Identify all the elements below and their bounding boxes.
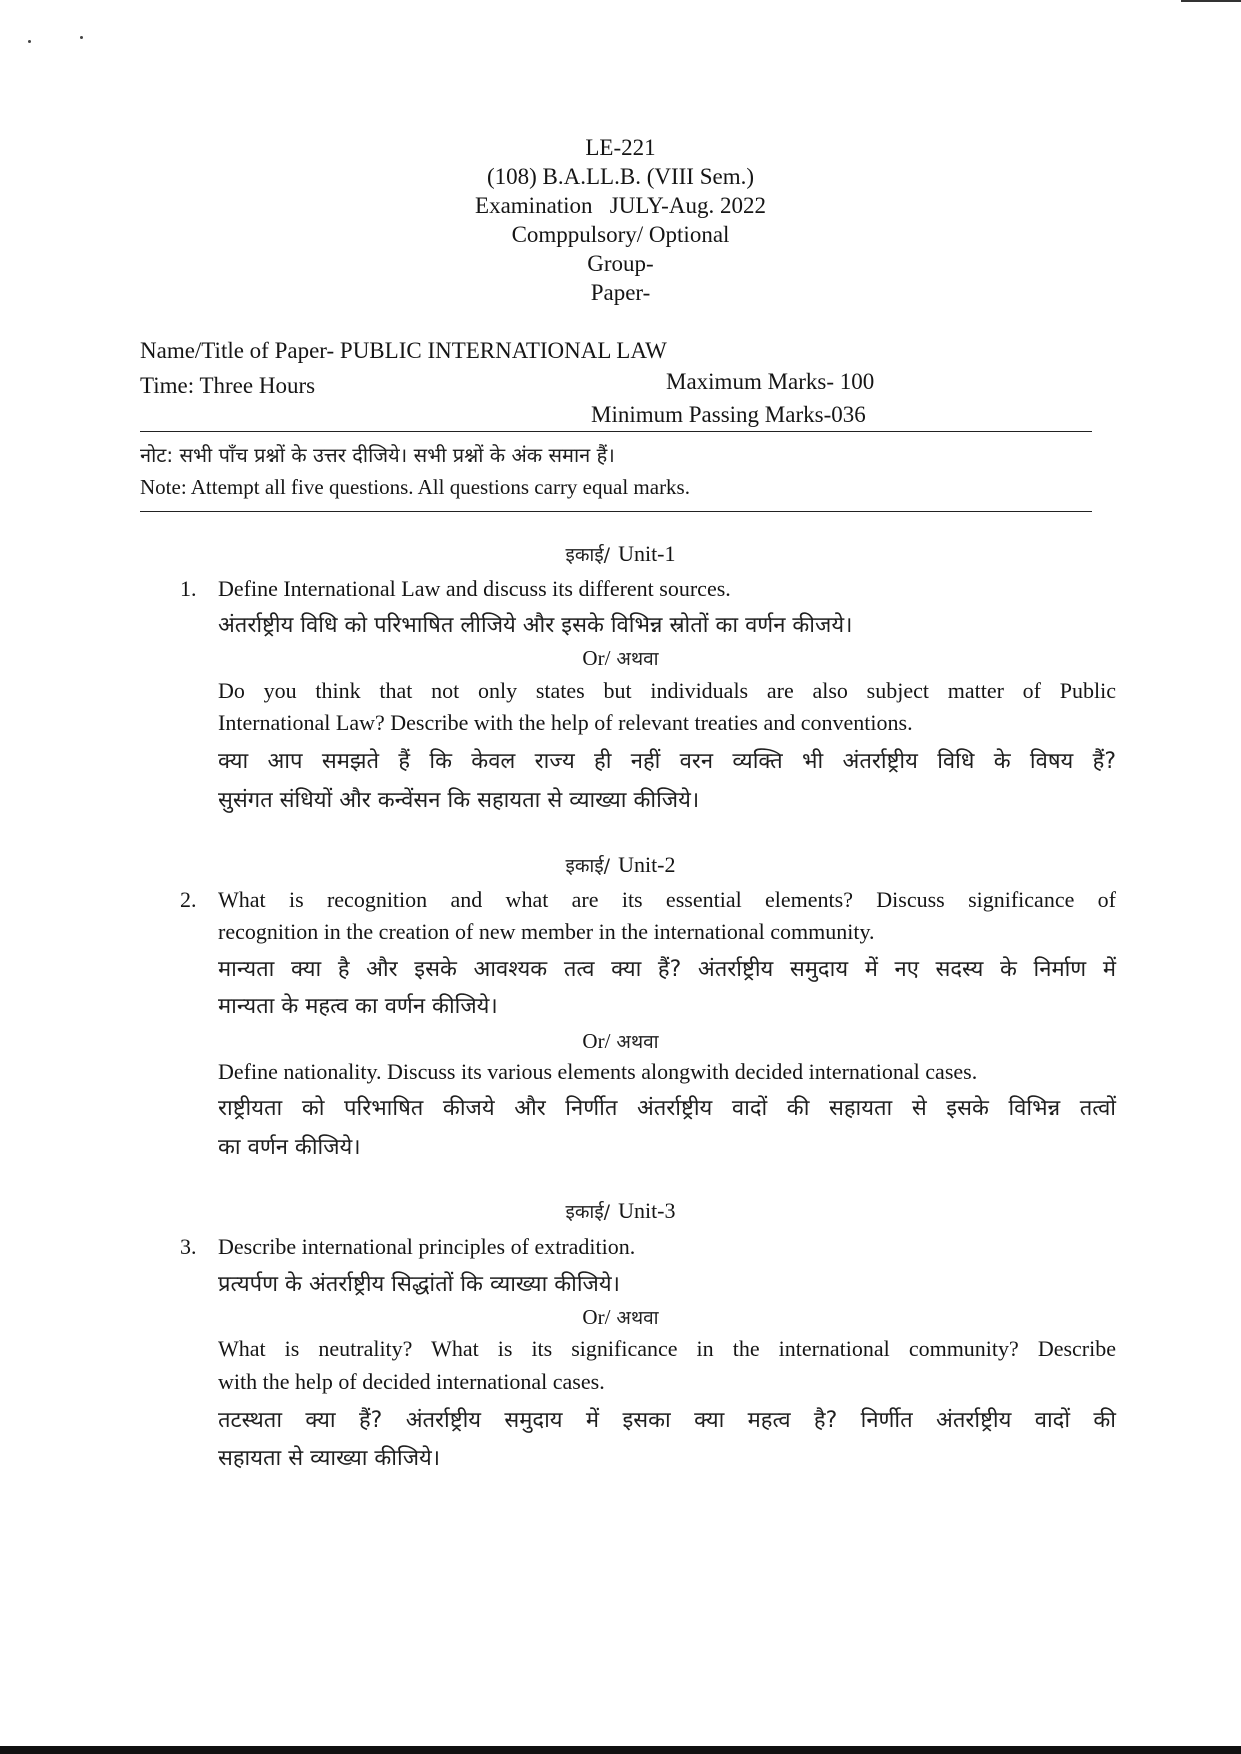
unit-label-english: Unit-2 — [618, 852, 676, 877]
scan-edge-bottom — [0, 1746, 1241, 1754]
divider-top — [140, 431, 1092, 432]
unit-heading-1 — [0, 541, 1241, 567]
question-3-alt-english-line: What is neutrality? What is its significance in the international community? Describe — [218, 1336, 1116, 1361]
question-3-alt-english-line: with the help of decided international cases. — [218, 1369, 605, 1394]
question-2-alt-english: Define nationality. Discuss its various elements alongwith decided international cases. — [218, 1059, 978, 1084]
unit-label-hindi: इकाई/ — [565, 1201, 611, 1223]
question-3-hindi: प्रत्यर्पण के अंतर्राष्ट्रीय सिद्धांतों कि व्याख्या कीजिये। — [218, 1272, 620, 1297]
question-2-english-line: What is recognition and what are its essential elements? Discuss significance of — [218, 887, 1116, 912]
unit-label-english: Unit-1 — [618, 541, 676, 566]
scan-edge-top — [1181, 0, 1241, 2]
paper-title: Name/Title of Paper- PUBLIC INTERNATIONAL LAW — [140, 338, 667, 363]
or-divider — [0, 1304, 1241, 1330]
time-allowed: Time: Three Hours — [140, 373, 316, 398]
question-2-hindi-line: मान्यता क्या है और इसके आवश्यक तत्व क्या हैं? अंतर्राष्ट्रीय समुदाय में नए सदस्य के निर्माण में — [218, 957, 1116, 982]
minimum-passing-marks: Minimum Passing Marks-036 — [591, 402, 866, 427]
or-label-hindi: अथवा — [616, 1031, 659, 1053]
question-2-english-line: recognition in the creation of new member in the international community. — [218, 919, 875, 944]
question-1-hindi: अंतर्राष्ट्रीय विधि को परिभाषित लीजिये और इसके विभिन्न स्रोतों का वर्णन कीजये। — [218, 613, 853, 638]
or-label-english: Or/ — [582, 1305, 611, 1329]
or-label-english: Or/ — [582, 1029, 611, 1053]
exam-session: Examination JULY-Aug. 2022 — [475, 193, 766, 218]
question-1-alt-english-line: Do you think that not only states but individuals are also subject matter of Public — [218, 678, 1116, 703]
unit-label-english: Unit-3 — [618, 1198, 676, 1223]
paper-number: Paper- — [590, 280, 651, 305]
paper-code: LE-221 — [585, 135, 656, 160]
question-number: 3. — [180, 1234, 197, 1259]
unit-label-hindi: इकाई/ — [565, 544, 611, 566]
question-2-alt-hindi-line: का वर्णन कीजिये। — [218, 1135, 361, 1160]
question-2-hindi-line: मान्यता के महत्व का वर्णन कीजिये। — [218, 994, 498, 1019]
scan-speck — [80, 36, 83, 39]
question-1-alt-english-line: International Law? Describe with the help of relevant treaties and conventions. — [218, 710, 913, 735]
question-3-english: Describe international principles of extradition. — [218, 1234, 636, 1259]
paper-type: Comppulsory/ Optional — [511, 222, 730, 247]
question-2-alt-hindi-line: राष्ट्रीयता को परिभाषित कीजये और निर्णीत अंतर्राष्ट्रीय वादों की सहायता से इसके विभिन्न तत्वों — [218, 1096, 1116, 1121]
maximum-marks: Maximum Marks- 100 — [666, 369, 875, 394]
unit-label-hindi: इकाई/ — [565, 855, 611, 877]
or-label-hindi: अथवा — [616, 1307, 659, 1329]
scan-speck — [28, 40, 31, 43]
question-3-alt-hindi-line: सहायता से व्याख्या कीजिये। — [218, 1446, 441, 1471]
question-number: 2. — [180, 887, 197, 912]
question-1-english: Define International Law and discuss its different sources. — [218, 576, 731, 601]
unit-heading-2 — [0, 852, 1241, 878]
question-1-alt-hindi-line: क्या आप समझते हैं कि केवल राज्य ही नहीं वरन व्यक्ति भी अंतर्राष्ट्रीय विधि के विषय हैं? — [218, 749, 1116, 774]
or-label-hindi: अथवा — [616, 648, 659, 670]
question-number: 1. — [180, 576, 197, 601]
divider-bottom — [140, 511, 1092, 512]
course-name: (108) B.A.LL.B. (VIII Sem.) — [486, 164, 754, 189]
question-3-alt-hindi-line: तटस्थता क्या हैं? अंतर्राष्ट्रीय समुदाय में इसका क्या महत्व है? निर्णीत अंतर्राष्ट्रीय वादों की — [218, 1408, 1116, 1433]
question-1-alt-hindi-line: सुसंगत संधियों और कन्वेंसन कि सहायता से व्याख्या कीजिये। — [218, 788, 700, 813]
unit-heading-3 — [0, 1198, 1241, 1224]
or-label-english: Or/ — [582, 646, 611, 670]
paper-header — [0, 133, 1241, 307]
paper-group: Group- — [587, 251, 654, 276]
or-divider — [0, 645, 1241, 671]
note-hindi: नोट: सभी पाँच प्रश्नों के उत्तर दीजिये। सभी प्रश्नों के अंक समान हैं। — [140, 443, 615, 467]
note-english: Note: Attempt all five questions. All questions carry equal marks. — [140, 475, 690, 499]
or-divider — [0, 1028, 1241, 1054]
